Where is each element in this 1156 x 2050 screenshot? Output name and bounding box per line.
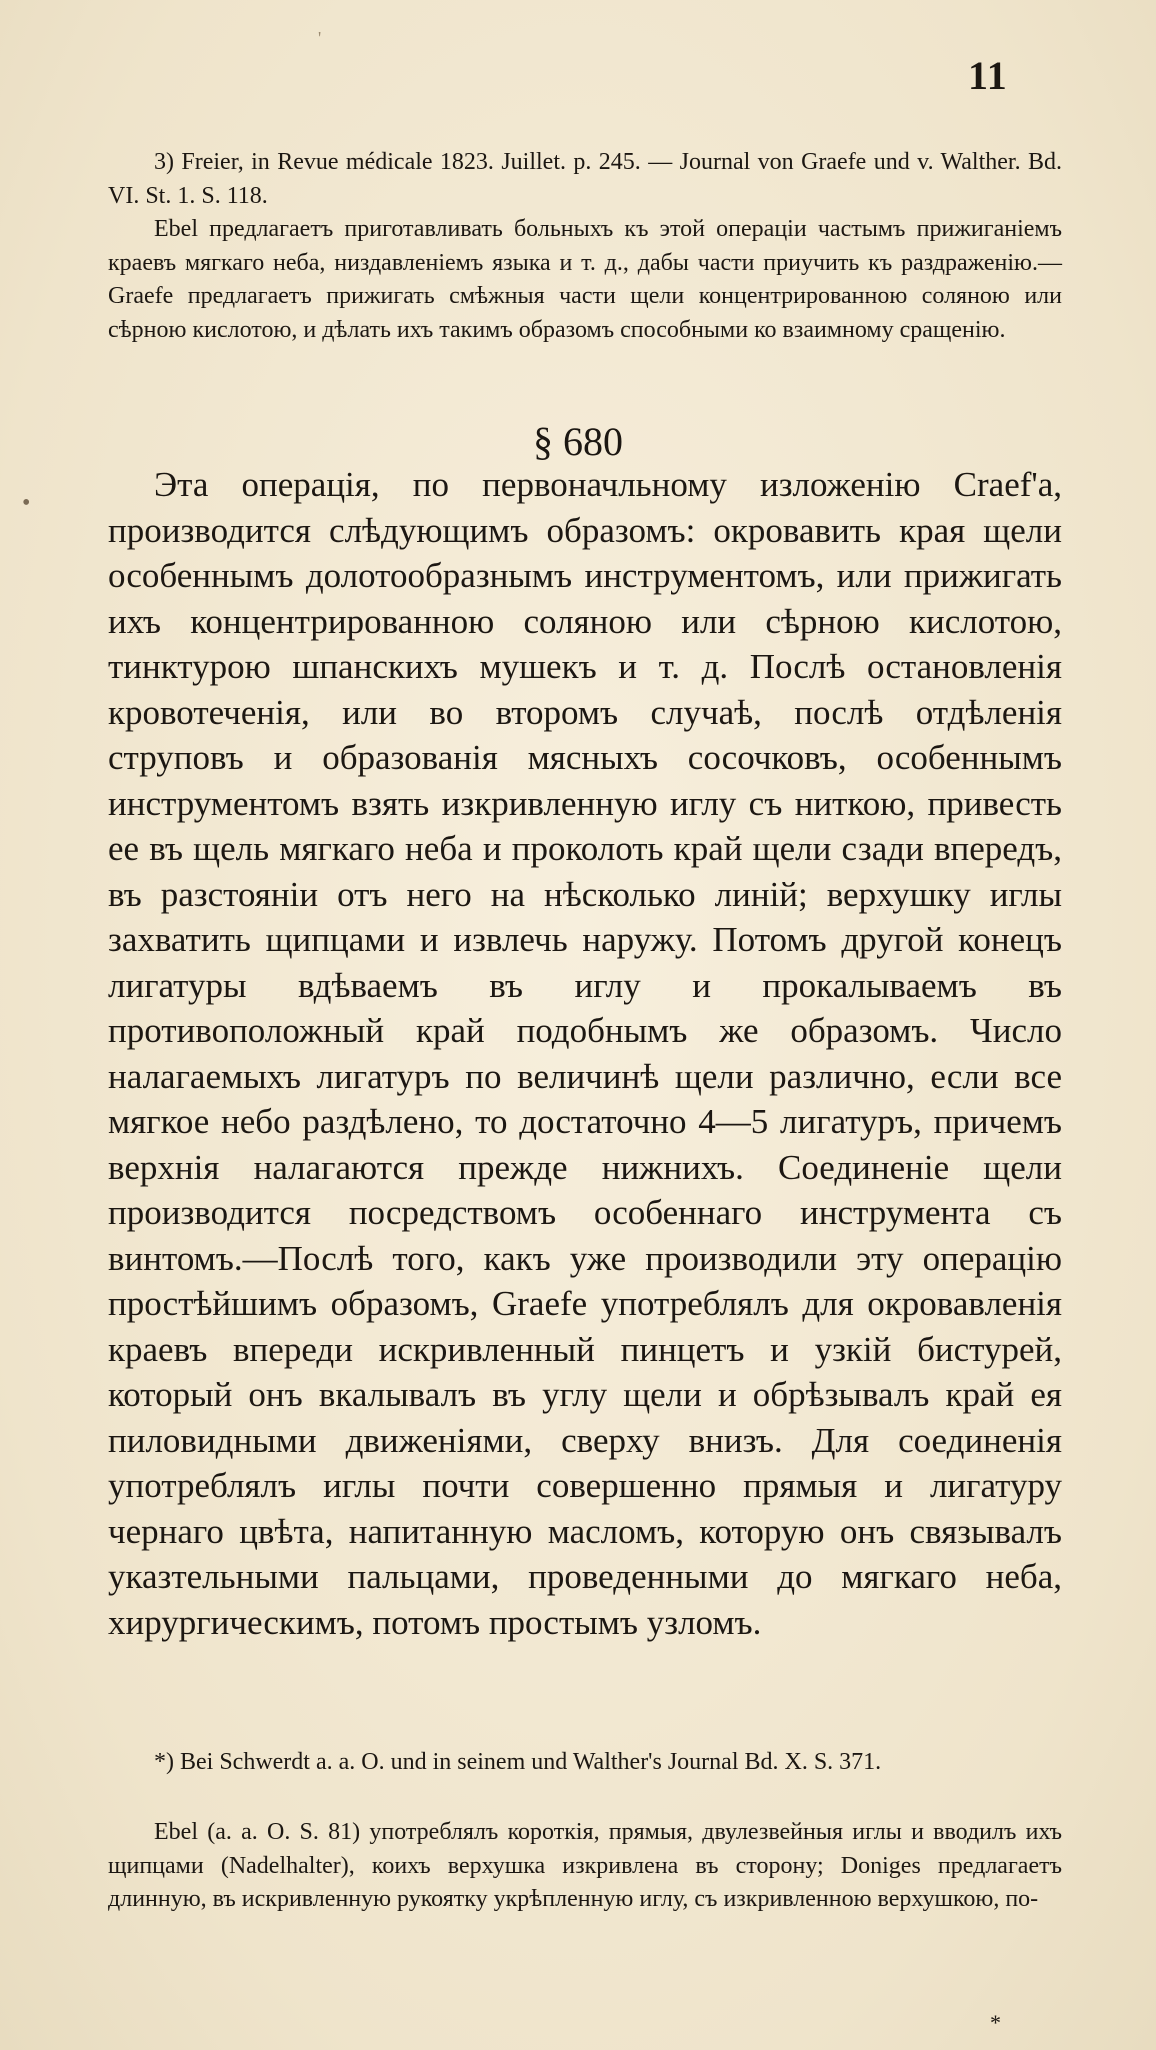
ebel-note: Ebel предлагаетъ приготавливать больныхъ къ этой операціи частымъ прижиганіемъ краевъ мягкаго неба, низдавленіемъ языка и т. д., дабы части приучить къ раздраженію.—Graefe предлагаетъ прижигать смѣжныя части щели концентрированною соляною или сѣрною кислотою, и дѣлать ихъ такимъ образомъ способными ко взаимному сращенію. [108,216,1062,343]
footnote-schwerdt: *) Bei Schwerdt a. a. O. und in seinem und Walther's Journal Bd. X. S. 371. [154,1749,882,1775]
printer-mark-top: ' [318,28,322,48]
margin-dot-mark: • [22,490,31,516]
page-number: 11 [968,53,1008,98]
bottom-star-mark: * [990,2010,1001,2035]
footnote-ebel: Ebel (a. a. O. S. 81) употреблялъ короткія, прямыя, двулезвейныя иглы и вводилъ ихъ щипцами (Nadelhalter), коихъ верхушка изкривлена въ сторону; Doniges предлагаетъ длинную, въ искривленную рукоятку укрѣпленную иглу, съ изкривленною верхушкою, по- [108,1819,1062,1912]
freier-reference: 3) Freier, in Revue médicale 1823. Juillet. p. 245. — Journal von Graefe und v. Walther. Bd. VI. St. 1. S. 118. [108,149,1062,209]
top-note [108,146,1062,347]
main-paragraph: Эта операція, по первоначльному изложенію Craef'а, производится слѣдующимъ образомъ: окровавить края щели особеннымъ долотообразнымъ инструментомъ, или прижигать ихъ концентрированною соляною или сѣрною кислотою, тинктурою шпанскихъ мушекъ и т. д. Послѣ остановленія кровотеченія, или во второмъ случаѣ, послѣ отдѣленія струповъ и образованія мясныхъ сосочковъ, особеннымъ инструментомъ взять изкривленную иглу съ ниткою, привесть ее въ щель мягкаго неба и проколоть край щели сзади впередъ, въ разстояніи отъ него на нѣсколько линій; верхушку иглы захватить щипцами и извлечь наружу. Потомъ другой конецъ лигатуры вдѣваемъ въ иглу и прокалываемъ въ противоположный край подобнымъ же образомъ. Число налагаемыхъ лигатуръ по величинѣ щели различно, если все мягкое небо раздѣлено, то достаточно 4—5 лигатуръ, причемъ верхнія налагаются прежде нижнихъ. Соединеніе щели производится посредствомъ особеннаго инструмента съ винтомъ.—Послѣ того, какъ уже производили эту операцію простѣйшимъ образомъ, Graefe употреблялъ для окровавленія краевъ впереди искривленный пинцетъ и узкій бистурей, который онъ вкалывалъ въ углу щели и обрѣзывалъ край ея пиловидными движеніями, сверху внизъ. Для соединенія употреблялъ иглы почти совершенно прямыя и лигатуру чернаго цвѣта, напитанную масломъ, которую онъ связывалъ указтельными пальцами, проведенными до мягкаго неба, хирургическимъ, потомъ простымъ узломъ. [108,465,1062,1642]
section-heading: § 680 [533,419,623,464]
